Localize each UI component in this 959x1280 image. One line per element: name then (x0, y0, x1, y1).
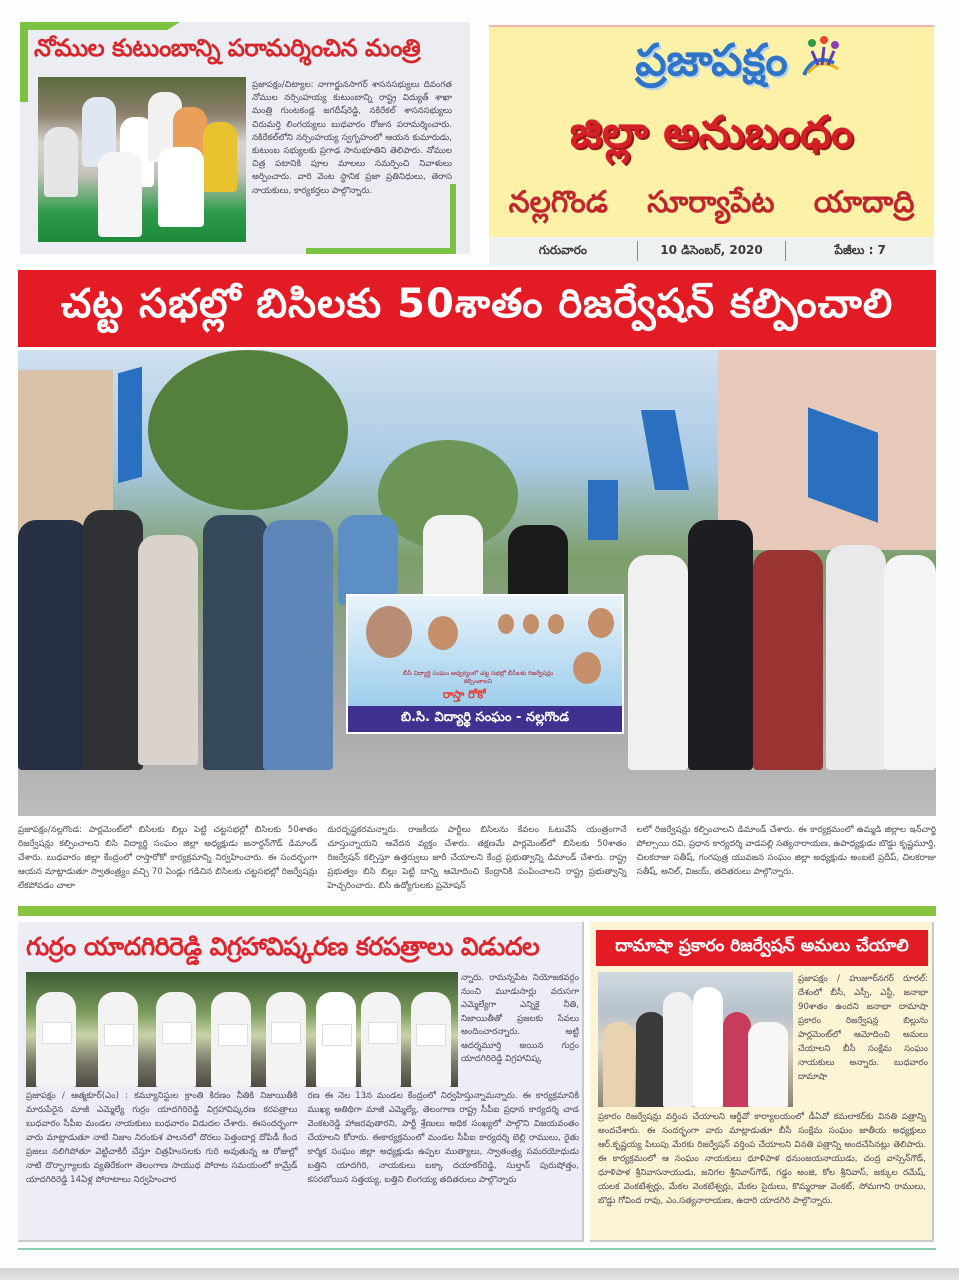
story-headline: నోముల కుటుంబాన్ని పరామర్శించిన మంత్రి (34, 34, 421, 62)
district-name: సూర్యాపేట (647, 185, 775, 220)
story-headline: దామాషా ప్రకారం రిజర్వేషన్ అమలు చేయాలి (596, 930, 928, 966)
green-accent (20, 22, 180, 30)
page-bottom-rule (18, 1248, 936, 1250)
page-edge (0, 1268, 959, 1280)
story-body: ప్రకారం రిజర్వేషన్లు వర్తింప చేయాలని ఆర్డీవో కార్యాలయంలో డీఏవో కమలాకర్‌కు వినతి పత్రాన్ని అందచేశారు. ఈ సందర్భంగా వారు మాట్లాడుతూ బీసీ సంక్షేమ సంఘం జాతీయ అధ్యక్షులు ఆర్.కృష్ణయ్య పిలుపు మేరకు రిజర్వేషన్ వర్తింప చేయాలని వినతి పత్రాన్ని అందచేసినట్లు తెలిపారు. ఈ కార్యక్రమంలో ఆ సంఘం నాయకులు ధూళిపాళ ధనుంజయనాయుడు, చంద్ర వాస్సెన్‌గౌడ్, ధూళిపాళ శ్రీనివాసనాయుడు, జనిగల శ్రీనివాస్‌గౌడ్, గడ్డం అంజి, కోల శ్రీనివాస్, జక్కుల రమేష్, యలక వెంకటేశ్వర్లు, మేకల వెంకటేశ్వర్లు, మేకల సైదులు, కొమ్మరాజు వెంకట్, సోమగాని రాములు, బొడ్డు గోవింద రావు, ఎం.సత్యనారాయణ, ఉదారి యాదగిరి పాల్గొన్నారు. (598, 1112, 926, 1206)
edition-title: జిల్లా అనుబంధం (569, 107, 854, 158)
story-photo (598, 972, 793, 1107)
district-name: యాదాద్రి (813, 185, 915, 220)
district-name: నల్లగొండ (508, 185, 608, 220)
story-body (26, 1089, 579, 1187)
newspaper-logo: ప్రజాపక్షం (635, 35, 788, 86)
page-count: పేజీలు : 7 (834, 242, 886, 257)
district-list (489, 185, 934, 227)
main-headline: చట్ట సభల్లో బిసిలకు 50శాతం రిజర్వేషన్ కల్పించాలి (18, 270, 936, 347)
bottom-right-story (590, 922, 934, 1242)
green-accent (20, 22, 28, 102)
banner-organization: బి.సి. విద్యార్థి సంఘం - నల్లగొండ (348, 706, 622, 732)
main-article-body (18, 823, 936, 893)
article-column: లలో రిజర్వేషన్లు కల్పించాలని డిమాండ్ చేశారు. ఈ కార్యక్రమంలో ఉమ్మడి జిల్లాల ఇన్‌చార్జి పోల్సాయి రవి, ప్రధాన కార్యదర్శి వాడపల్లి సత్యనారాయణ, ఉపాధ్యక్షుడు బొడ్డు కృష్ణమూర్తి, చిలకరాజు సతీష్, గంగపుత్ర యువజన సంఘం జిల్లా అధ్యక్షుడు అంబటి ప్రదీప్, చిలకరాజు సతీష్, అనిల్, విజయ్, తదితరులు పాల్గొన్నారు. (636, 825, 936, 877)
section-divider (18, 906, 936, 916)
story-photo (26, 972, 458, 1087)
story-side-text: న్నారు. రామన్నపేట నియోజకవర్గం నుంచి మూడుసార్లు వరుసగా ఎమ్మెల్యేగా ఎన్నికై నీతి, నిజాయితీతో ప్రజలకు సేవలు అందించారన్నారు. అట్టి ఆదర్శమూర్తి అయిన గుర్రం యాదగిరిరెడ్డి విగ్రహావిష్క (461, 973, 579, 1064)
story-side-text: ప్రజాపక్షం / హుజూర్‌నగర్ రూరల్: దేశంలో బీసీ, ఎస్సీ, ఎస్టీ, జనాభా 90శాతం ఉందని జనాభా దామాషా ప్రకారం రిజర్వేషన్ల బిల్లును పార్లమెంట్‌లో ఆమోదించి అమలు చేయాలని బీసీ సంక్షేమ సంఘం నాయకులు అన్నారు. బుధవారం దామాషా (798, 974, 928, 1082)
story-headline: గుర్రం యాదగిరిరెడ్డి విగ్రహావిష్కరణ కరపత్రాలు విడుదల (26, 932, 540, 961)
green-accent (306, 248, 456, 254)
banner-slogan: బీసీ విద్యార్థి సంఘం ఆధ్వర్యంలో చట్ట సభల్లో బీసీలకు రిజర్వేషన్లు కల్పించాలని (403, 670, 553, 685)
dateline (489, 237, 934, 265)
story-photo (38, 77, 246, 242)
article-column: ప్రజాపక్షం / ఆత్మకూర్(ఎం) : కమ్యూనిస్టుల క్రాంతి కిరణం నీతికి నిజాయితీకి మారుపేరైన మాజీ ఎమ్మెల్యే గుర్రం యాదగిరిరెడ్డి విగ్రహావిష్కరణ కరపత్రాలు బుధవారం సీపీఐ మండల నాయకులు బుధవారం విడుదల చేశారు. ఈసందర్భంగా వారు మాట్లాడుతూ నాటి నిజాం నిరంకుశ పాలనలో దొరలు పెత్తందార్ల దోపిడీ కింద ప్రజలు నలిగిపోతూ వెట్టిచాకిరీ చేస్తూ చిత్రహింసలకు గురి అవుతున్న ఆ రోజుల్లో నాటి దొర్భాగ్యాలకు వ్యతిరేకంగా తెలంగాణ సాయుధ పోరాట సమయంలో కామ్రేడ్ యాదగిరిరెడ్డి 14ఏళ్ల పోరాటాలు నిర్వహించార (26, 1091, 298, 1185)
article-column: రణ ఈ నెల 13న మండల కేంద్రంలో నిర్వహిస్తున్నామన్నారు. ఈ కార్యక్రమానికి ముఖ్య అతిథిగా మాజీ ఎమ్మెల్యే, తెలంగాణ రాష్ట్ర సీపీఐ ప్రధాన కార్యదర్శి చాడ వెంకటరెడ్డి హాజరవుతారని, పార్టీ శ్రేణులు అధిక సంఖ్యలో పాల్గొని విజయవంతం చేయాలని కోరారు. ఈకార్యక్రమంలో మండల సీపీఐ కార్యదర్శి బెల్లి రాములు, రైతు కార్మిక సంఘం జిల్లా అధ్యక్షుడు ఉప్పల ముత్యాలు, స్వాతంత్ర్య సమరయోధుడు బత్తిని యాదగిరి, నాయకులు బక్కా దయాకర్‌రెడ్డి, సుల్తాన్ పురుషోత్తం, కసరబోయిన సత్తయ్య, బత్తిని లింగయ్య తదితరులు పాల్గొన్నారు (307, 1091, 579, 1185)
article-column: ప్రజాపక్షం/నల్లగొండ: పార్లమెంట్‌లో బిసిలకు బిల్లు పెట్టి చట్టసభల్లో బిసిలకు 50శాతం రిజర్వేషన్లు కల్పించాలని బిసి విద్యార్థి సంఘం జిల్లా అధ్యక్షుడు జనార్దన్‌గౌడ్ డిమాండ్ చేశారు. బుధవారం జిల్లా కేంద్రంలో రాస్తారోకో కార్యక్రమాన్ని నిర్వహించారు. ఈ సందర్భంగా ఆయన మాట్లాడుతూ స్వాతంత్ర్యం వచ్చి 70 ఏండ్లు గడిచిన బిసిలకు చట్టసభల్లో రిజర్వేషన్లు లేకపోవడం చాలా (18, 825, 318, 891)
protest-banner (346, 594, 624, 734)
top-left-story (20, 22, 470, 254)
banner-title: రాస్తా రోకో (443, 688, 486, 701)
bottom-left-story (18, 922, 584, 1242)
issue-date: 10 డిసెంబర్, 2020 (660, 242, 763, 257)
weekday: గురువారం (538, 242, 587, 257)
story-body: ప్రజాపక్షం/చిట్యాల: నాగార్జునసాగర్ శాసనసభ్యులు దివంగత నోముల నర్సింహయ్య కుటుంబాన్ని రాష్ట్ర విద్యుత్ శాఖా మంత్రి గుంటకండ్ల జగదీష్‌రెడ్డి, నకిరేకల్ శాసనసభ్యులు చిరుమర్తి లింగయ్యలు బుధవారం రోజున పరామర్శించారు. నకిరేకల్‌లోని నర్సింహయ్య స్వగృహంలో ఆయన కుమారుడు, కుటుంబ సభ్యులకు ప్రగాఢ సానుభూతిని తెలిపారు. నోముల చిత్ర పటానికి పూల మాలలు సమర్పించి నివాళులు అర్పించారు. వారి వెంట స్థానిక ప్రజా ప్రతినిధులు, తెరాస నాయకులు, కార్యకర్తలు పాల్గొన్నారు. (252, 80, 452, 196)
main-photo (18, 350, 936, 816)
logo-emblem-icon (800, 35, 842, 77)
article-column: దురదృష్టకరమన్నారు. రాజకీయ పార్టీలు బిసిలను కేవలం ఓటువేసే యంత్రంగానే చూస్తున్నాయని ఆవేదన వ్యక్తం చేశారు. తక్షణమే పార్లమెంట్‌లో బిసిలకు 50శాతం రిజర్వేషన్ కల్పిస్తూ ఉత్తర్వులు జారీ చేయాలని కేంద్ర ప్రభుత్వాన్ని డిమాండ్ చేశారు. రాష్ట్ర ప్రభుత్వం బిసి బిల్లు పెట్టి దాన్ని ఆమోదించి కేంద్రానికి పంపించాలని రాష్ట్ర ప్రభుత్వాన్ని హెచ్చరించారు. బిసి ఉద్యోగులకు ప్రమోషన్ (327, 825, 627, 891)
masthead (489, 25, 934, 265)
